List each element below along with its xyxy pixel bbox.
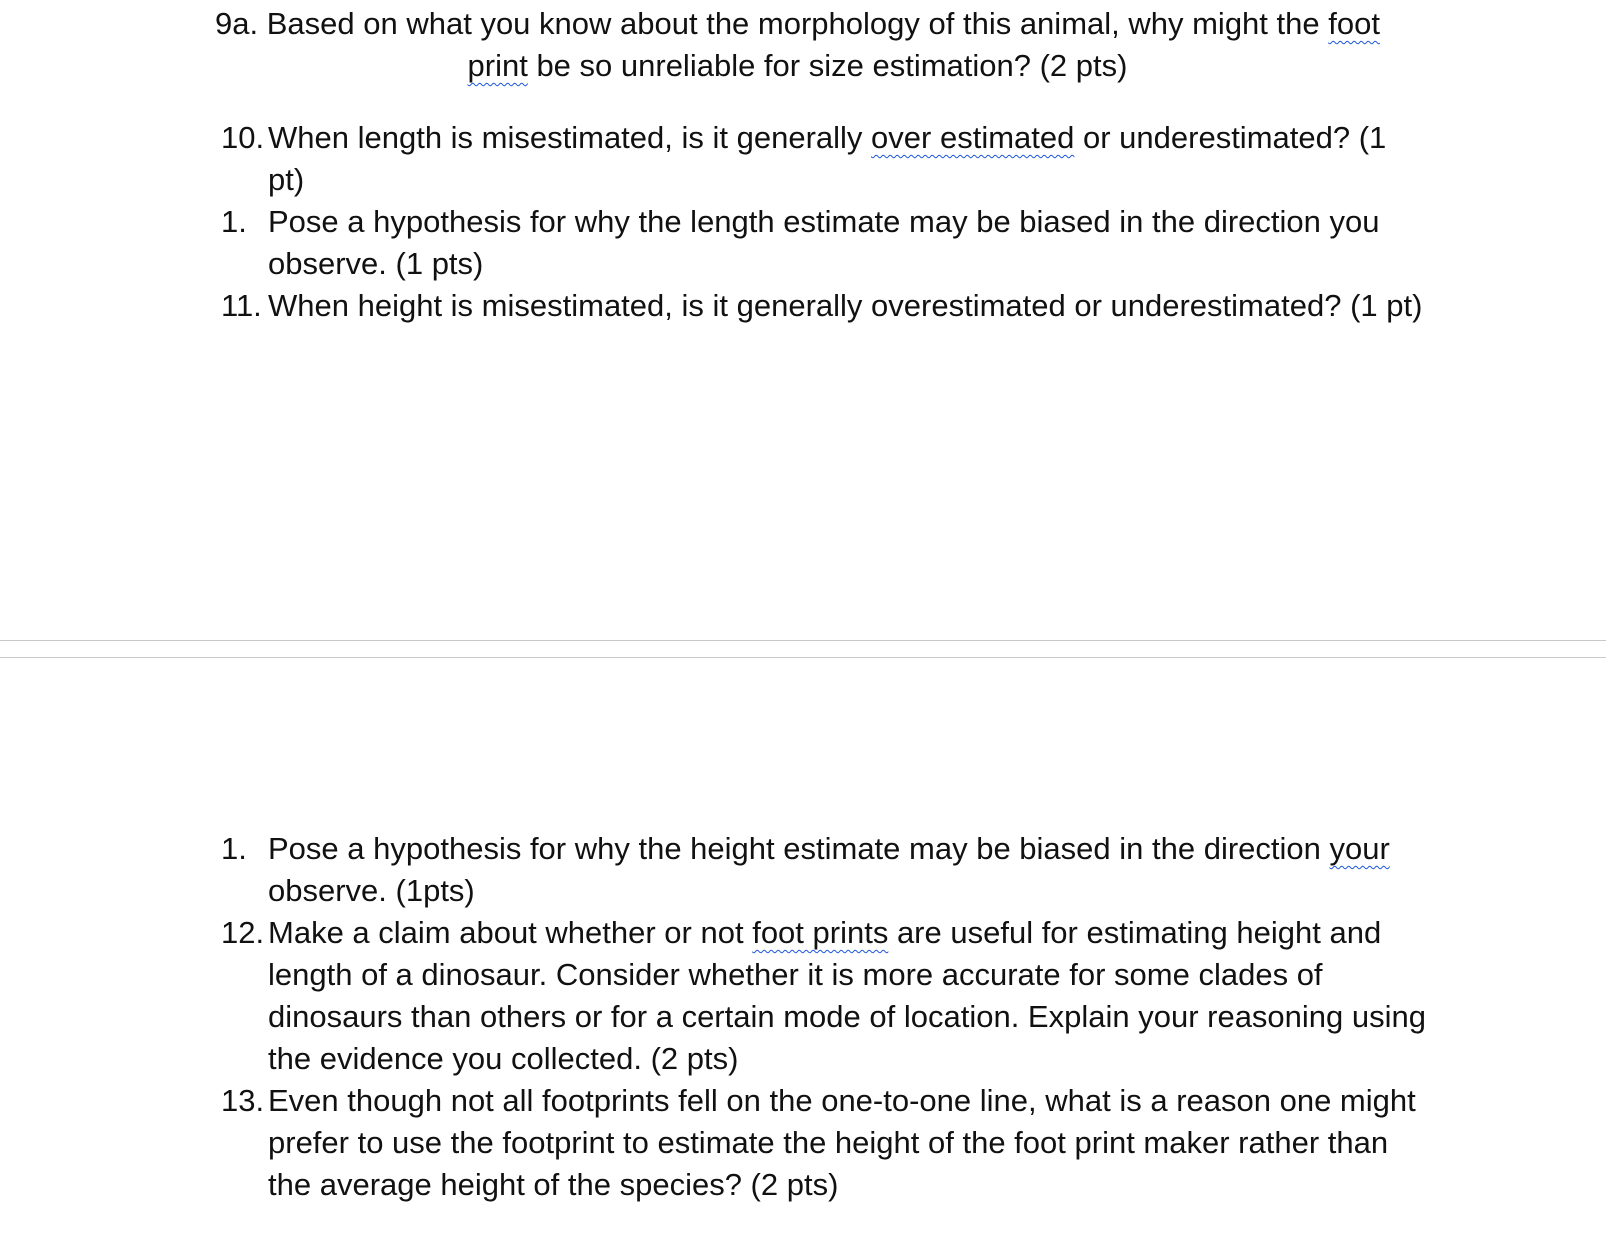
question-list-page-1 (221, 117, 1426, 327)
list-item-q12 (221, 912, 1426, 1080)
list-number: 1. (221, 204, 247, 239)
list-number: 13. (221, 1083, 265, 1118)
question-9a-text-part1: 9a. Based on what you know about the morphology of this animal, why might the (215, 6, 1329, 41)
question-list-page-2 (221, 828, 1426, 1206)
list-item-q10 (221, 117, 1426, 201)
question-text-end: are useful for estimating height and length of a dinosaur. Consider whether it is more accurate for some clades of dinosaurs than others or for a certain mode of location. Explain your reasoning using the evidence you collected. (2 pts) (268, 915, 1427, 1076)
spellcheck-flag-your[interactable]: your (1329, 831, 1390, 866)
question-text: Make a claim about whether or not (268, 915, 753, 950)
list-item-height-hypothesis (221, 828, 1426, 912)
list-item-q13 (221, 1080, 1426, 1206)
document-page-2 (0, 658, 1606, 1256)
question-9a-text-part3: be so unreliable for size estimation? (2 pts) (527, 48, 1128, 83)
question-text: Even though not all footprints fell on the one-to-one line, what is a reason one might prefer to use the footprint to estimate the height of the foot print maker rather than the average height of the species? (2 pts) (268, 1083, 1416, 1202)
list-number: 12. (221, 915, 265, 950)
spellcheck-flag-print[interactable]: print (467, 48, 528, 83)
list-item-length-hypothesis (221, 201, 1426, 285)
question-text-end: or underestimated? (1 pt) (268, 120, 1387, 197)
list-number: 1. (221, 831, 247, 866)
spellcheck-flag-foot-prints[interactable]: foot prints (752, 915, 889, 950)
question-text: When height is misestimated, is it generally overestimated or underestimated? (1 pt) (268, 288, 1423, 323)
list-number: 10. (221, 120, 265, 155)
question-9a (190, 3, 1405, 87)
list-item-q11 (221, 285, 1426, 327)
page-break-separator (0, 640, 1606, 658)
question-text: Pose a hypothesis for why the length estimate may be biased in the direction you observe. (1 pts) (268, 204, 1380, 281)
list-number: 11. (221, 288, 262, 323)
question-text-end: observe. (1pts) (268, 873, 475, 908)
spellcheck-flag-foot[interactable]: foot (1328, 6, 1380, 41)
question-text: Pose a hypothesis for why the height estimate may be biased in the direction (268, 831, 1330, 866)
spellcheck-flag-over-estimated[interactable]: over estimated (871, 120, 1075, 155)
question-text: When length is misestimated, is it generally (268, 120, 872, 155)
